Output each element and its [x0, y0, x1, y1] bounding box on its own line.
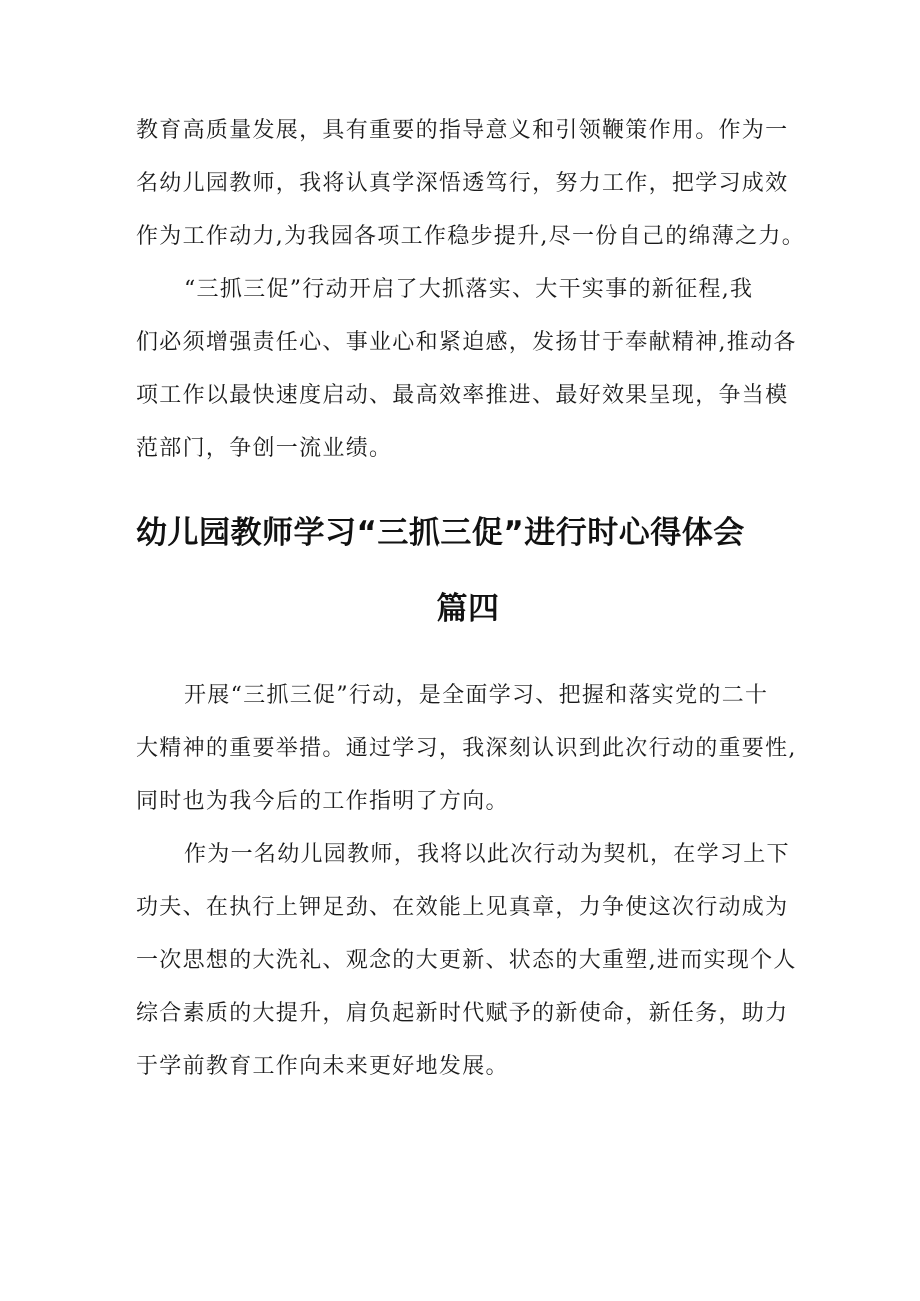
section-title: 幼儿园教师学习“三抓三促”进行时心得体会 — [136, 515, 745, 551]
text-line: 作为一名幼儿园教师，我将以此次行动为契机，在学习上下 — [184, 842, 790, 867]
section-subtitle: 篇四 — [436, 591, 500, 627]
text-line: 功夫、在执行上钾足劲、在效能上见真章，力争使这次行动成为 — [136, 895, 789, 920]
paragraph-commitment — [136, 828, 800, 1093]
text-line: 作为工作动力,为我园各项工作稳步提升,尽一份自己的绵薄之力。 — [136, 224, 805, 249]
document-body — [136, 104, 805, 1093]
text-line: 综合素质的大提升，肩负起新时代赋予的新使命，新任务，助力 — [136, 1001, 789, 1026]
text-line: 一次思想的大洗礼、观念的大更新、状态的大重塑,进而实现个人 — [136, 948, 797, 973]
paragraph-prev-closing — [136, 104, 805, 263]
paragraph-intro — [136, 669, 800, 828]
text-line: 教育高质量发展，具有重要的指导意义和引领鞭策作用。作为一 — [136, 118, 789, 143]
text-line: 名幼儿园教师，我将认真学深悟透笃行，努力工作，把学习成效 — [136, 171, 789, 196]
text-line: 于学前教育工作向未来更好地发展。 — [136, 1054, 509, 1079]
text-line: 项工作以最快速度启动、最高效率推进、最好效果呈现，争当模 — [136, 383, 789, 408]
text-line: 们必须增强责任心、事业心和紧迫感，发扬甘于奉献精神,推动各 — [136, 330, 797, 355]
text-line: 大精神的重要举措。通过学习，我深刻认识到此次行动的重要性, — [136, 736, 797, 761]
text-line: “三抓三促”行动开启了大抓落实、大干实事的新征程,我 — [184, 277, 754, 302]
text-line: 同时也为我今后的工作指明了方向。 — [136, 789, 509, 814]
paragraph-three-grasps — [136, 263, 800, 475]
text-line: 开展“三抓三促”行动，是全面学习、把握和落实党的二十 — [184, 683, 769, 708]
text-line: 范部门，争创一流业绩。 — [136, 436, 393, 461]
